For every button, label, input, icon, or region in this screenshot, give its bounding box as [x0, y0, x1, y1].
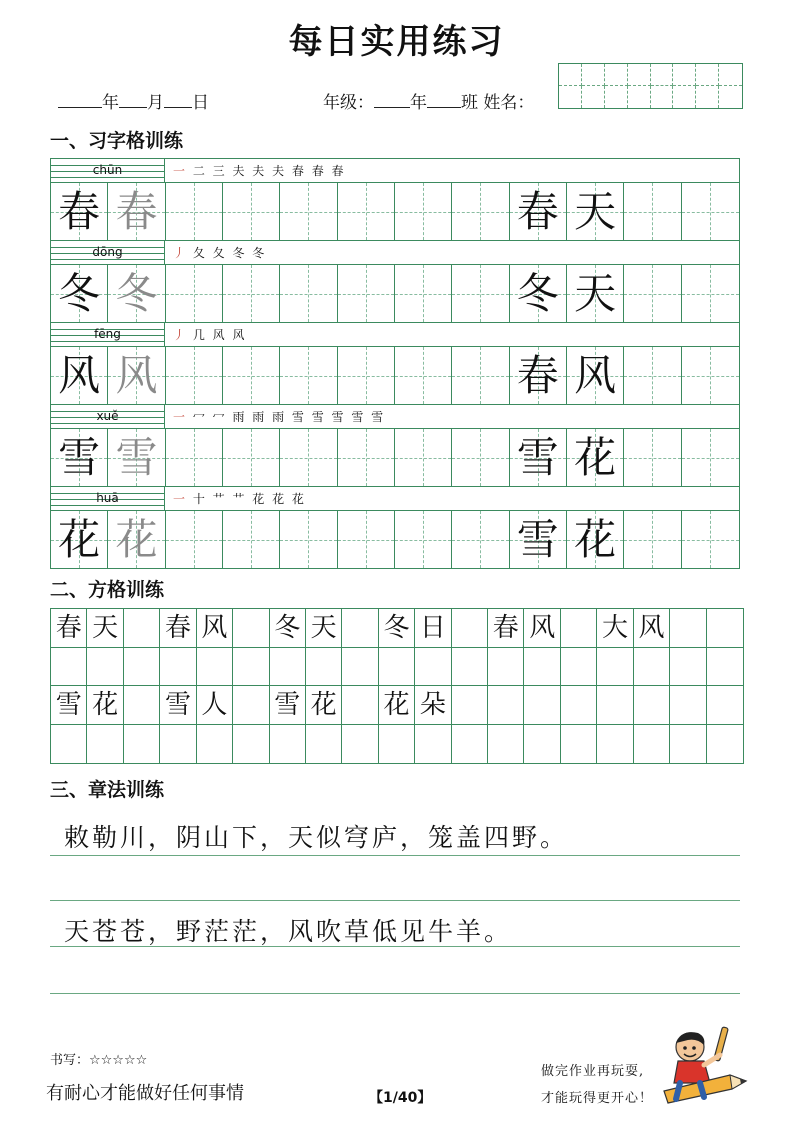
grid-cell[interactable] [233, 686, 269, 724]
day-blank[interactable] [164, 92, 192, 108]
grid-char: 花 [306, 686, 342, 724]
grid-char: 雪 [270, 686, 306, 724]
grid-cell[interactable] [379, 725, 415, 764]
grid-cell[interactable] [452, 609, 488, 647]
char-text: 花 [574, 433, 617, 482]
practice-cell[interactable] [452, 347, 509, 404]
practice-cell[interactable] [682, 511, 739, 568]
pinyin-cell [51, 241, 165, 264]
char-text: 花 [574, 515, 617, 564]
trace-char [108, 511, 165, 568]
grid-cell[interactable] [306, 648, 342, 686]
grade-blank[interactable] [374, 92, 410, 108]
practice-cell[interactable] [682, 265, 739, 322]
char-text: 风 [58, 351, 101, 400]
practice-cell[interactable] [452, 183, 509, 240]
grid-char: 雪 [160, 686, 196, 724]
word-char [510, 183, 567, 240]
stroke-order [165, 323, 739, 346]
grid-cell[interactable] [634, 725, 670, 764]
model-char [51, 429, 108, 486]
practice-cell[interactable] [395, 429, 452, 486]
practice-cell[interactable] [682, 183, 739, 240]
grid-cell[interactable] [707, 725, 743, 764]
practice-cell[interactable] [452, 429, 509, 486]
grid-cell[interactable] [379, 648, 415, 686]
word-char [567, 347, 624, 404]
grid-char: 天 [87, 609, 123, 647]
section2-title: 二、方格训练 [50, 579, 165, 601]
grid-cell[interactable] [524, 686, 560, 724]
grid-cell[interactable] [51, 648, 87, 686]
first-stroke: 丿 [173, 246, 188, 260]
grid-char: 风 [634, 609, 670, 647]
grade-label: 年级： [323, 93, 374, 113]
practice-cell[interactable] [166, 265, 223, 322]
grid-cell[interactable] [707, 686, 743, 724]
grid-cell[interactable] [415, 648, 451, 686]
char-text: 雪 [516, 515, 559, 564]
practice-cell[interactable] [624, 511, 681, 568]
pinyin: fēng [94, 327, 121, 341]
grid-cell[interactable] [87, 648, 123, 686]
practice-cell[interactable] [338, 429, 395, 486]
practice-cell[interactable] [338, 511, 395, 568]
grid-cell[interactable] [561, 725, 597, 764]
word-char [567, 429, 624, 486]
trace-char [108, 183, 165, 240]
practice-cell[interactable] [166, 347, 223, 404]
practice-cell[interactable] [223, 183, 280, 240]
word-char [567, 265, 624, 322]
char-text: 春 [516, 187, 559, 236]
practice-cell[interactable] [166, 429, 223, 486]
char-text: 天 [574, 269, 617, 318]
grid-char: 风 [197, 609, 233, 647]
char-block [51, 240, 739, 322]
practice-cell[interactable] [280, 347, 337, 404]
char-text: 春 [58, 187, 101, 236]
remaining-strokes: 二 三 夫 夫 夫 春 春 春 [187, 164, 346, 178]
grid-cell[interactable] [670, 725, 706, 764]
mascot-illustration [660, 1025, 756, 1109]
word-char [510, 511, 567, 568]
char-text: 雪 [58, 433, 101, 482]
trace-char [108, 265, 165, 322]
grid-cell[interactable] [160, 648, 196, 686]
practice-cell[interactable] [624, 265, 681, 322]
grid-char: 风 [524, 609, 560, 647]
model-char [51, 347, 108, 404]
practice-cell[interactable] [452, 265, 509, 322]
month-label: 月 [147, 93, 164, 113]
practice-cell[interactable] [223, 429, 280, 486]
practice-cell[interactable] [624, 183, 681, 240]
grid-char: 冬 [270, 609, 306, 647]
pinyin-cell [51, 323, 165, 346]
grid-cell[interactable] [233, 648, 269, 686]
char-text: 雪 [115, 433, 158, 482]
class-blank[interactable] [427, 92, 461, 108]
grid-cell[interactable] [342, 686, 378, 724]
practice-cell[interactable] [395, 347, 452, 404]
name-grid[interactable] [558, 63, 743, 109]
model-char [51, 265, 108, 322]
char-text: 天 [574, 187, 617, 236]
pinyin-cell [51, 405, 165, 428]
practice-cell[interactable] [338, 183, 395, 240]
char-text: 冬 [115, 269, 158, 318]
writing-line [50, 900, 740, 901]
grid-cell[interactable] [124, 725, 160, 764]
word-char [567, 511, 624, 568]
char-text: 风 [574, 351, 617, 400]
grid-cell[interactable] [561, 609, 597, 647]
char-text: 春 [516, 351, 559, 400]
word-char [510, 429, 567, 486]
grid-cell[interactable] [270, 648, 306, 686]
first-stroke: 丿 [173, 328, 188, 342]
grade-fields [323, 88, 534, 113]
writing-line [50, 946, 740, 947]
first-stroke: 一 [173, 492, 188, 506]
remaining-strokes: 十 艹 艹 花 花 花 [187, 492, 306, 506]
pinyin: huā [96, 491, 119, 505]
grid-cell[interactable] [488, 648, 524, 686]
grid-cell[interactable] [306, 725, 342, 764]
grid-cell[interactable] [488, 686, 524, 724]
grid-cell[interactable] [233, 725, 269, 764]
grid-cell[interactable] [634, 686, 670, 724]
remaining-strokes: 几 风 风 [187, 328, 247, 342]
practice-cell[interactable] [682, 429, 739, 486]
grid-cell[interactable] [342, 725, 378, 764]
grid-cell[interactable] [342, 609, 378, 647]
grade-year-label: 年 [410, 93, 427, 113]
practice-cell[interactable] [395, 511, 452, 568]
first-stroke: 一 [173, 410, 188, 424]
grid-char: 人 [197, 686, 233, 724]
model-char [51, 511, 108, 568]
grid-cell[interactable] [415, 725, 451, 764]
grid-cell[interactable] [270, 725, 306, 764]
grid-cell[interactable] [597, 648, 633, 686]
grid-char: 日 [415, 609, 451, 647]
rating-label: 书写：☆☆☆☆☆ [50, 1053, 148, 1068]
practice-cell[interactable] [280, 265, 337, 322]
grid-cell[interactable] [452, 725, 488, 764]
grid-cell[interactable] [597, 725, 633, 764]
date-fields [58, 88, 209, 113]
grid-char: 花 [379, 686, 415, 724]
grid-cell[interactable] [707, 609, 743, 647]
practice-cell[interactable] [280, 183, 337, 240]
grid-cell[interactable] [524, 648, 560, 686]
grid-char: 朵 [415, 686, 451, 724]
trace-char [108, 429, 165, 486]
practice-cell[interactable] [624, 429, 681, 486]
writing-line [50, 855, 740, 856]
stroke-order [165, 405, 739, 428]
poem-line-2: 天苍苍，野茫茫，风吹草低见牛羊。 [64, 917, 513, 946]
grid-cell[interactable] [452, 686, 488, 724]
grid-cell[interactable] [233, 609, 269, 647]
grid-cell[interactable] [452, 648, 488, 686]
practice-grid [50, 158, 740, 569]
grid-cell[interactable] [51, 725, 87, 764]
char-text: 花 [58, 515, 101, 564]
practice-cell[interactable] [682, 347, 739, 404]
year-label: 年 [102, 93, 119, 113]
pinyin-cell [51, 159, 165, 182]
pinyin: dōng [92, 245, 123, 259]
section1-title: 一、习字格训练 [50, 130, 184, 152]
first-stroke: 一 [173, 164, 188, 178]
grid-cell[interactable] [87, 725, 123, 764]
poem-line-1: 敕勒川，阴山下，天似穹庐，笼盖四野。 [64, 823, 569, 852]
grid-cell[interactable] [197, 725, 233, 764]
trace-char [108, 347, 165, 404]
grid-char: 花 [87, 686, 123, 724]
page-number: 【1/40】 [369, 1090, 432, 1106]
grid-cell[interactable] [160, 725, 196, 764]
tip-line-2: 才能玩得更开心！ [541, 1091, 654, 1106]
pinyin: chūn [92, 163, 123, 177]
grid-cell[interactable] [670, 648, 706, 686]
stroke-order [165, 241, 739, 264]
grid-cell[interactable] [670, 609, 706, 647]
square-grid [50, 608, 744, 764]
grid-cell[interactable] [561, 686, 597, 724]
practice-cell[interactable] [395, 265, 452, 322]
practice-cell[interactable] [166, 511, 223, 568]
grid-cell[interactable] [670, 686, 706, 724]
practice-cell[interactable] [452, 511, 509, 568]
word-char [510, 265, 567, 322]
grid-char: 春 [51, 609, 87, 647]
section3-title: 三、章法训练 [50, 779, 165, 801]
practice-cell[interactable] [395, 183, 452, 240]
remaining-strokes: 冖 冖 雨 雨 雨 雪 雪 雪 雪 雪 [187, 410, 386, 424]
grid-cell[interactable] [197, 648, 233, 686]
pinyin-cell [51, 487, 165, 510]
grid-char: 天 [306, 609, 342, 647]
char-block [51, 486, 739, 568]
model-char [51, 183, 108, 240]
class-name-label: 班 姓名： [461, 93, 535, 113]
practice-cell[interactable] [280, 511, 337, 568]
practice-cell[interactable] [166, 183, 223, 240]
grid-char: 雪 [51, 686, 87, 724]
char-block [51, 404, 739, 486]
char-text: 雪 [516, 433, 559, 482]
stroke-order [165, 487, 739, 510]
tip-line-1: 做完作业再玩耍, [541, 1064, 645, 1079]
word-char [510, 347, 567, 404]
char-text: 风 [115, 351, 158, 400]
page-title: 每日实用练习 [288, 22, 505, 62]
grid-cell[interactable] [488, 725, 524, 764]
practice-cell[interactable] [338, 265, 395, 322]
grid-cell[interactable] [124, 609, 160, 647]
char-block [51, 159, 739, 240]
month-blank[interactable] [119, 92, 147, 108]
grid-char: 春 [160, 609, 196, 647]
grid-cell[interactable] [124, 648, 160, 686]
practice-cell[interactable] [338, 347, 395, 404]
grid-cell[interactable] [707, 648, 743, 686]
char-text: 春 [115, 187, 158, 236]
practice-cell[interactable] [280, 429, 337, 486]
year-blank[interactable] [58, 92, 102, 108]
practice-cell[interactable] [624, 347, 681, 404]
word-char [567, 183, 624, 240]
grid-cell[interactable] [561, 648, 597, 686]
grid-cell[interactable] [124, 686, 160, 724]
grid-char: 春 [488, 609, 524, 647]
remaining-strokes: 夂 夂 冬 冬 [187, 246, 267, 260]
grid-cell[interactable] [597, 686, 633, 724]
motto: 有耐心才能做好任何事情 [46, 1083, 244, 1104]
char-text: 冬 [516, 269, 559, 318]
stroke-order [165, 159, 739, 182]
practice-cell[interactable] [223, 265, 280, 322]
char-text: 花 [115, 515, 158, 564]
practice-cell[interactable] [223, 511, 280, 568]
grid-cell[interactable] [342, 648, 378, 686]
practice-cell[interactable] [223, 347, 280, 404]
grid-char: 大 [597, 609, 633, 647]
writing-line [50, 993, 740, 994]
pinyin: xuě [96, 409, 119, 423]
char-text: 冬 [58, 269, 101, 318]
grid-char: 冬 [379, 609, 415, 647]
grid-cell[interactable] [524, 725, 560, 764]
day-label: 日 [192, 93, 209, 113]
char-block [51, 322, 739, 404]
grid-cell[interactable] [634, 648, 670, 686]
